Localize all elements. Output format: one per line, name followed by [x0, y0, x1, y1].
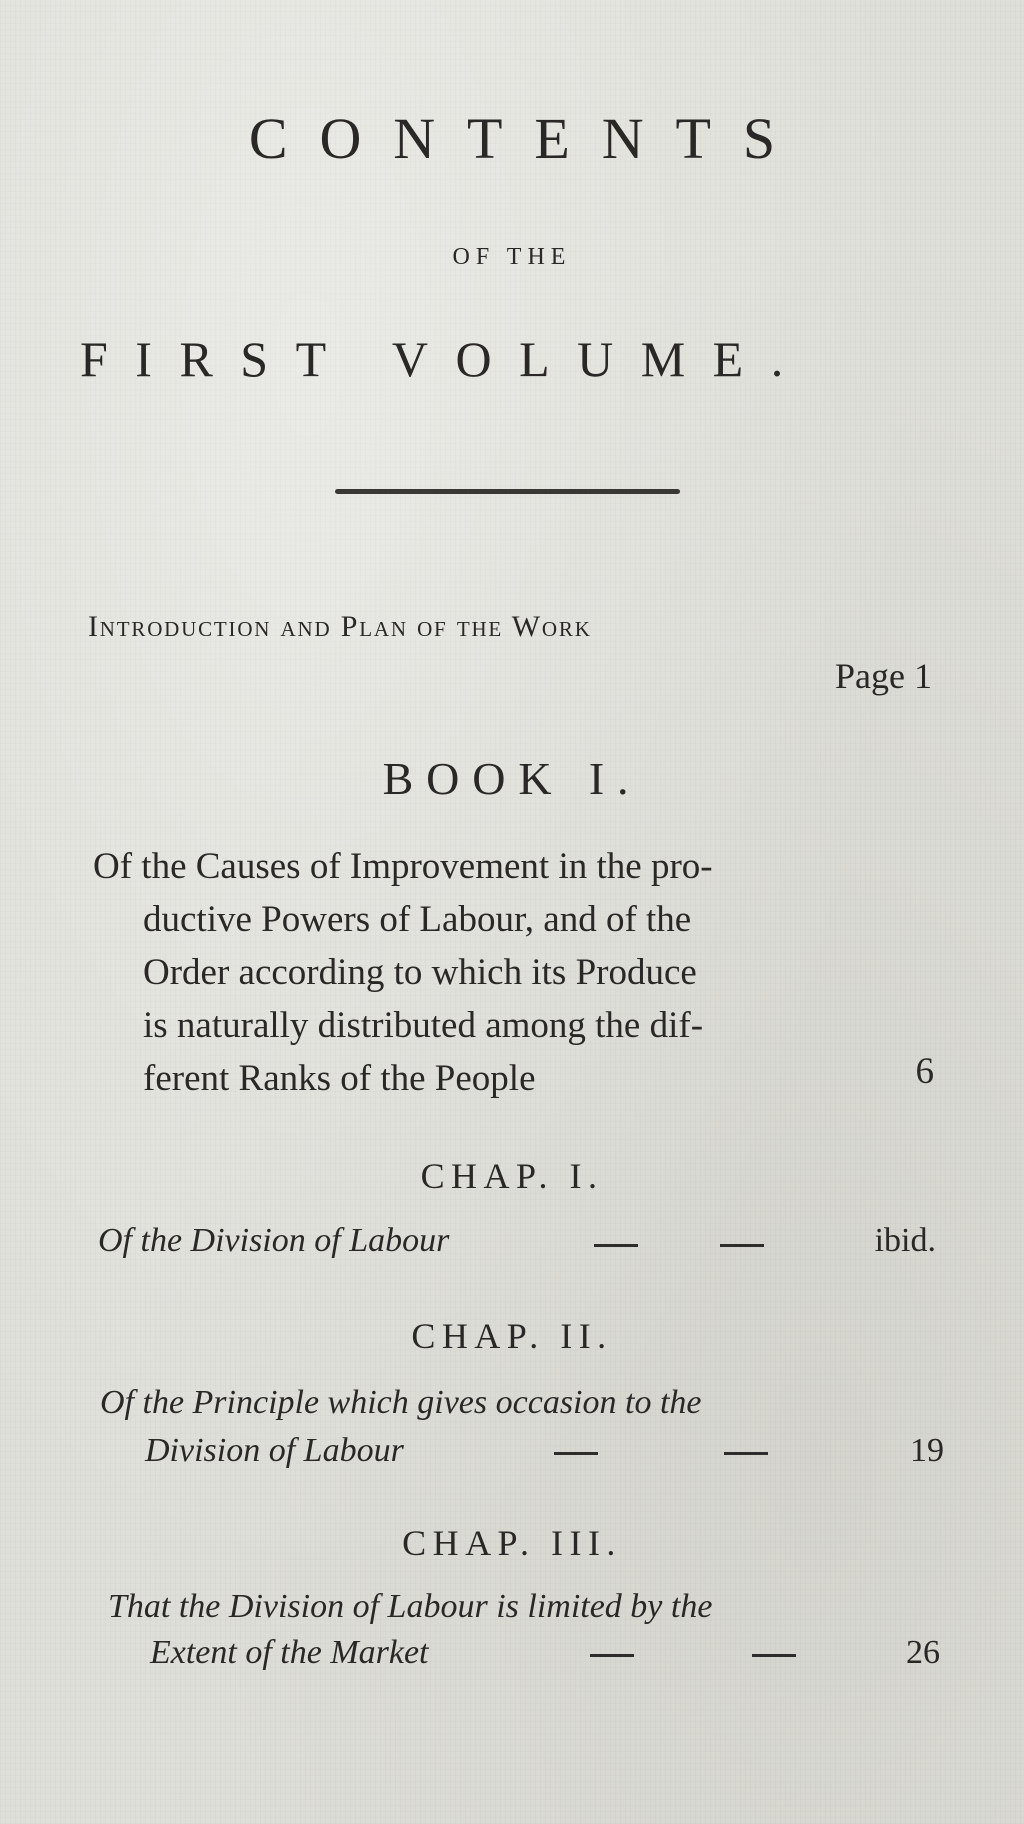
- chapter-1-heading: CHAP. I.: [420, 1156, 604, 1196]
- leader-dash: [720, 1244, 764, 1247]
- chapter-3-heading: CHAP. III.: [402, 1523, 622, 1563]
- chapter-2-title-line: Division of Labour: [145, 1432, 404, 1469]
- book-description-line: is naturally distributed among the dif-: [143, 1005, 704, 1046]
- title-rule: [335, 489, 680, 494]
- chapter-3-page-number: 26: [906, 1634, 940, 1671]
- book-description-line: Order according to which its Produce: [143, 952, 697, 993]
- book-page-number: 6: [915, 1051, 934, 1092]
- contents-title: CONTENTS: [248, 106, 807, 171]
- introduction-entry: Introduction and Plan of the Work: [88, 610, 592, 643]
- chapter-1-title: Of the Division of Labour: [98, 1222, 450, 1259]
- chapter-3-title-line: That the Division of Labour is limited by the: [108, 1588, 713, 1625]
- contents-subtitle: OF THE: [452, 244, 572, 270]
- volume-title: FIRST VOLUME.: [80, 331, 811, 387]
- leader-dash: [594, 1244, 638, 1247]
- chapter-3-title-line: Extent of the Market: [150, 1634, 429, 1671]
- chapter-2-page-number: 19: [910, 1432, 944, 1469]
- chapter-2-heading: CHAP. II.: [411, 1316, 613, 1356]
- book-description-line: ferent Ranks of the People: [143, 1058, 536, 1099]
- book-description-line: ductive Powers of Labour, and of the: [143, 899, 692, 940]
- leader-dash: [752, 1654, 796, 1657]
- book-description-line: Of the Causes of Improvement in the pro-: [93, 846, 713, 887]
- book-description: [93, 840, 893, 1105]
- introduction-page-number: Page 1: [835, 656, 932, 696]
- leader-dash: [554, 1452, 598, 1455]
- leader-dash: [724, 1452, 768, 1455]
- chapter-2-title-line: Of the Principle which gives occasion to the: [100, 1384, 702, 1421]
- book-heading: BOOK I.: [382, 753, 642, 804]
- leader-dash: [590, 1654, 634, 1657]
- chapter-1-page-number: ibid.: [874, 1222, 936, 1259]
